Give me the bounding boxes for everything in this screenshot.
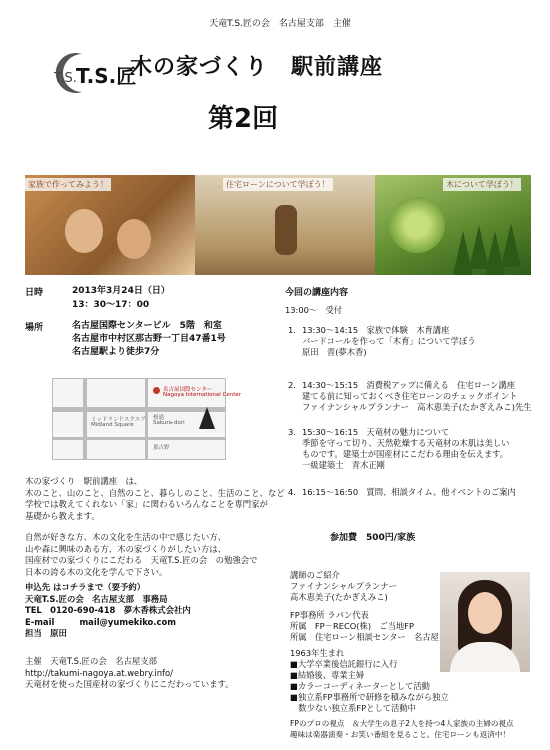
page-title: 木の家づくり 駅前講座	[130, 55, 384, 80]
map-label-venue-en: Nagoya International Center	[163, 392, 242, 398]
map-label-midland-en: Midland Square	[91, 422, 134, 428]
organizer-url: http://takumi-nagoya.at.webry.info/	[25, 667, 173, 678]
lecturer-portrait	[440, 572, 530, 672]
time-value: 13：30～17：00	[72, 300, 150, 310]
contact-email: E-mail mail@yumekiko.com	[25, 616, 176, 627]
svg-text:T.S.: T.S.	[54, 71, 77, 86]
place-line-3: 名古屋駅より徒歩7分	[72, 347, 160, 357]
program-item-4: 4. 16:15～16:50 質問、相談タイム、他イベントのご案内	[288, 487, 516, 497]
access-map	[52, 378, 242, 460]
contact-label: 申込先 はコチラまで（要予約）	[25, 582, 146, 592]
lecturer-intro: 講師のご紹介 ファイナンシャルプランナー 高木恵美子(たかぎえみこ)	[290, 570, 397, 602]
place-label: 場所	[25, 323, 44, 333]
intro-paragraph-1: 木の家づくり 駅前講座 は、 木のこと、山のこと、自然のこと、暮らしのこと、生活のこと、など 学校では教えてくれない「家」に関わるいろんなことを専門家が 基礎から教えます。	[25, 476, 285, 521]
forest-photo	[375, 175, 531, 275]
seminar-photo	[195, 175, 375, 275]
banner-caption-1: 家族で作ってみよう！	[25, 178, 111, 191]
intro-paragraph-2: 自然が好きな方、木の文化を生活の中で感じたい方、 山や森に興味のある方、木の家づくりがしたい方は、 国産材での家づくりにこだわる 天竜T.S.匠の会 の勉強会で 日本の誇る木の文化を学んで下さい。	[25, 532, 258, 577]
logo-kanji: T.S.匠	[76, 64, 137, 88]
lecturer-bio: 1963年生まれ ■大学卒業後信託銀行に入行 ■結婚後、専業主婦 ■カラーコーディネーターとして活動 ■独立系FP事務所で研修を積みながら独立 数少ない独立系FPとして活動中	[290, 648, 449, 713]
date-value: 2013年3月24日（日）	[72, 286, 170, 296]
banner-caption-3: 木について学ぼう！	[443, 178, 521, 191]
date-label: 日時	[25, 288, 44, 298]
lecturer-closing: FPのプロの視点 ＆大学生の息子2人を持つ4人家族の主婦の視点 趣味は楽器演奏・お笑い番組を見ること。住宅ローンも返済中！	[290, 719, 514, 739]
contact-block: 申込先 はコチラまで（要予約） 天竜T.S.匠の会 名古屋支部 事務局 TEL 0120-690-418 夢木香株式会社内 E-mail mail@yumekiko.com 担当 原田	[25, 582, 191, 638]
organizer-footer: 主催 天竜T.S.匠の会 名古屋支部 http://takumi-nagoya.at.webry.info/ 天竜材を使った国産材の家づくりにこだわっています。	[25, 656, 234, 689]
banner-caption-2: 住宅ローンについて学ぼう！	[223, 178, 333, 191]
map-label-midland: ミッドランドスクエア	[91, 417, 146, 423]
reception-time: 13:00～ 受付	[285, 305, 343, 315]
north-arrow-icon	[199, 407, 215, 429]
organizer-line: 天竜T.S.匠の会 名古屋支部 主催	[209, 19, 351, 29]
photo-banner	[25, 175, 531, 275]
round-number: 第2回	[208, 104, 279, 134]
lecturer-office: FP事務所 ラパン代表 所属 FP－RECO(株) ご当地FP 所属 住宅ローン相談センター 名古屋	[290, 610, 439, 642]
program-item-2: 2. 14:30～15:15 消費税アップに備える 住宅ローン講座 建てる前に知っておくべき住宅ローンのチェックポイント ファイナンシャルプランナー 高木恵美子(たかぎえみこ)先生	[288, 380, 532, 412]
map-label-venue: 名古屋国際センター	[163, 387, 213, 393]
venue-pin-icon	[153, 387, 160, 394]
place-line-1: 名古屋国際センタービル 5階 和室	[72, 321, 222, 331]
children-photo	[25, 175, 195, 275]
participation-fee: 参加費 500円/家族	[330, 533, 416, 543]
program-item-1: 1. 13:30～14:15 家族で体験 木育講座 バードコールを作って「木育」について学ぼう 原田 晋(夢木香)	[288, 325, 476, 357]
program-heading: 今回の講座内容	[285, 288, 349, 298]
map-label-street: 桜通	[153, 415, 165, 421]
map-label-district: 那古野	[153, 445, 170, 451]
place-line-2: 名古屋市中村区那古野一丁目47番1号	[72, 334, 226, 344]
program-item-3: 3. 15:30～16:15 天竜材の魅力について 季節を守って切り、天然乾燥する天竜材の木肌は美しい ものです。建築士が国産材にこだわる理由を伝えます。 一級建築士 青木正剛	[288, 427, 510, 470]
map-label-street-en: Sakura-dori	[153, 420, 185, 426]
